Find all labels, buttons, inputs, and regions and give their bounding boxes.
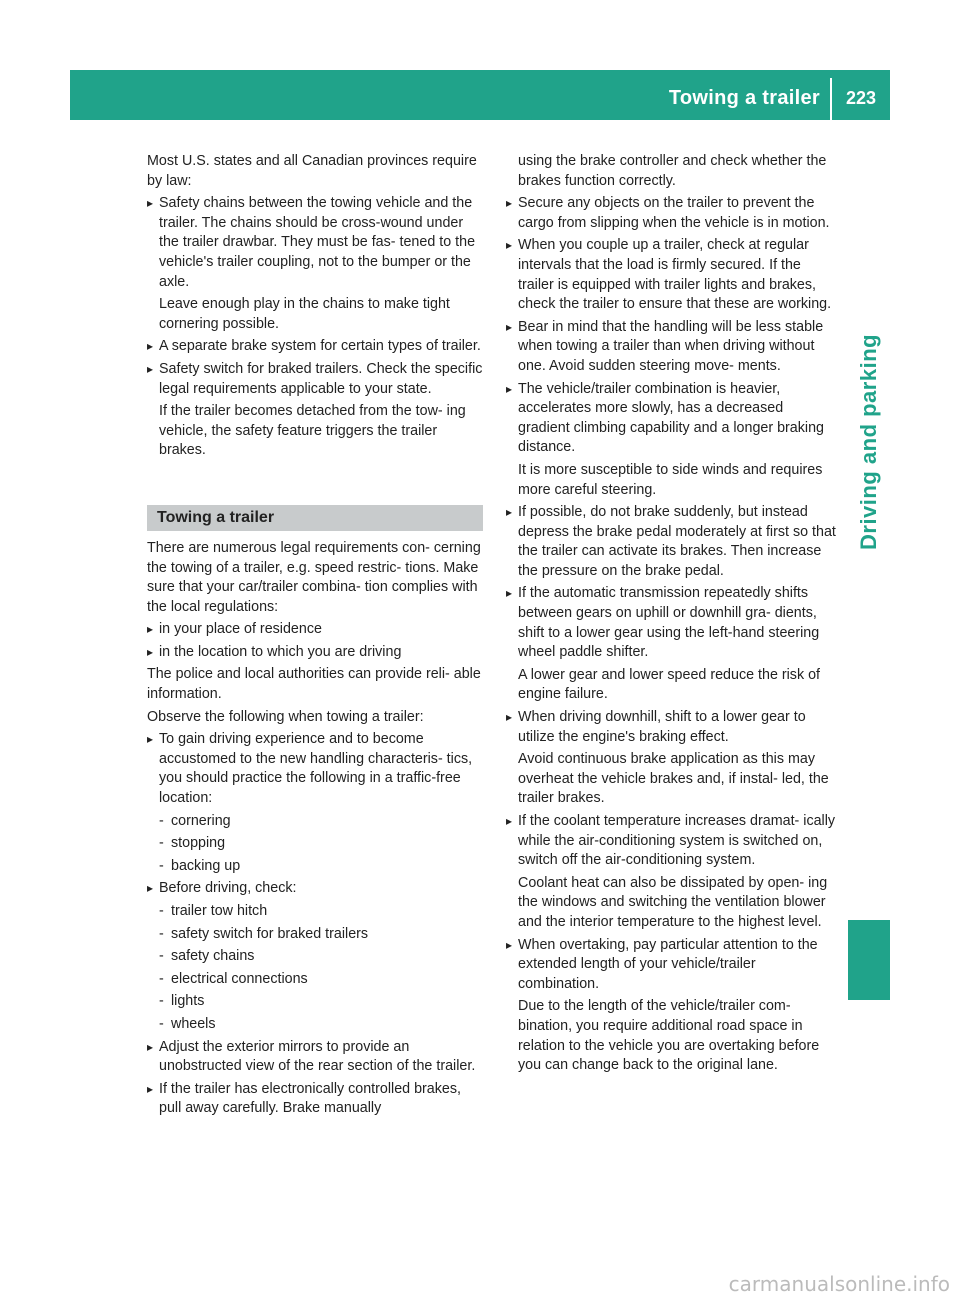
list-item: ▸ The vehicle/trailer combination is heavier, accelerates more slowly, has a decreased gradient climbing capability and a longer braking distance. bbox=[506, 380, 836, 458]
left-column bbox=[147, 152, 483, 1122]
list-item-note: Leave enough play in the chains to make tight cornering possible. bbox=[159, 296, 450, 332]
list-item: ▸ Before driving, check: bbox=[147, 879, 483, 899]
side-tab bbox=[848, 120, 890, 980]
list-item-note: Coolant heat can also be dissipated by open- ing the windows and switching the ventilation blower and the interior temperature to the highest level. bbox=[518, 874, 828, 930]
authorities-text: The police and local authorities can provide reli- able information. bbox=[147, 666, 481, 703]
dash-item: - electrical connections bbox=[147, 970, 483, 990]
chapter-marker bbox=[848, 920, 890, 1000]
list-item: ▸ Safety chains between the towing vehicle and the trailer. The chains should be cross-wound under the trailer drawbar. They must be fas- tened to the vehicle's trailer coupling, not to the bumper or the axle. bbox=[147, 194, 483, 292]
watermark: carmanualsonline.info bbox=[728, 1272, 950, 1296]
dash-item: - safety chains bbox=[147, 947, 483, 967]
list-item: ▸ Adjust the exterior mirrors to provide an unobstructed view of the rear section of the trailer. bbox=[147, 1038, 483, 1077]
list-item: ▸ If possible, do not brake suddenly, but instead depress the brake pedal moderately at first so that the trailer can activate its brakes. Then increase the pressure on the brake pedal. bbox=[506, 503, 836, 581]
list-item: ▸ Safety switch for braked trailers. Check the specific legal requirements applicable to your state. bbox=[147, 360, 483, 399]
list-item: ▸ To gain driving experience and to become accustomed to the new handling characteris- tics, you should practice the following in a traffic-free location: bbox=[147, 730, 483, 808]
right-column bbox=[506, 152, 836, 1079]
list-item: ▸ When overtaking, pay particular attention to the extended length of your vehicle/trailer combination. bbox=[506, 936, 836, 995]
list-item: ▸ in your place of residence bbox=[147, 620, 483, 640]
list-item: ▸ If the trailer has electronically controlled brakes, pull away carefully. Brake manually bbox=[147, 1080, 483, 1119]
list-item: ▸ If the coolant temperature increases dramat- ically while the air-conditioning system is switched on, switch off the air-conditioning system. bbox=[506, 812, 836, 871]
chapter-label: Driving and parking bbox=[856, 333, 881, 550]
dash-item: - safety switch for braked trailers bbox=[147, 925, 483, 945]
page-title: Towing a trailer bbox=[668, 87, 820, 109]
list-item: ▸ Bear in mind that the handling will be less stable when towing a trailer than when driving without one. Avoid sudden steering move- ments. bbox=[506, 318, 836, 377]
dash-item: - cornering bbox=[147, 812, 483, 832]
list-item: ▸ When driving downhill, shift to a lower gear to utilize the engine's braking effect. bbox=[506, 708, 836, 747]
law-intro: Most U.S. states and all Canadian provinces require by law: bbox=[147, 153, 477, 189]
section-heading: Towing a trailer bbox=[147, 505, 483, 531]
dash-item: - backing up bbox=[147, 857, 483, 877]
list-item: ▸ A separate brake system for certain types of trailer. bbox=[147, 337, 483, 357]
dash-item: - wheels bbox=[147, 1015, 483, 1035]
dash-item: - stopping bbox=[147, 834, 483, 854]
list-item: ▸ Secure any objects on the trailer to prevent the cargo from slipping when the vehicle is in motion. bbox=[506, 194, 836, 233]
list-item-note: It is more susceptible to side winds and requires more careful steering. bbox=[518, 461, 823, 498]
dash-item: - trailer tow hitch bbox=[147, 902, 483, 922]
list-item-continued: using the brake controller and check whether the brakes function correctly. bbox=[518, 153, 827, 189]
page-number: 223 bbox=[845, 88, 877, 108]
list-item: ▸ in the location to which you are driving bbox=[147, 643, 483, 663]
dash-item: - lights bbox=[147, 992, 483, 1012]
list-item-note: A lower gear and lower speed reduce the risk of engine failure. bbox=[518, 666, 820, 703]
list-item: ▸ If the automatic transmission repeatedly shifts between gears on uphill or downhill gra- dients, shift to a lower gear using the left-hand steering wheel paddle shifter. bbox=[506, 584, 836, 662]
list-item-note: Due to the length of the vehicle/trailer com- bination, you require additional road space in relation to the vehicle you are overtaking before you can change back to the original lane. bbox=[518, 998, 820, 1074]
list-item-note: If the trailer becomes detached from the tow- ing vehicle, the safety feature triggers the trailer brakes. bbox=[159, 403, 466, 459]
observe-text: Observe the following when towing a trailer: bbox=[147, 708, 424, 725]
list-item-note: Avoid continuous brake application as this may overheat the vehicle brakes and, if instal- led, the trailer brakes. bbox=[518, 751, 829, 807]
header-bar bbox=[70, 70, 890, 120]
list-item: ▸ When you couple up a trailer, check at regular intervals that the load is firmly secured. If the trailer is equipped with trailer lights and brakes, check the trailer to ensure that these are working. bbox=[506, 236, 836, 314]
section-intro: There are numerous legal requirements con- cerning the towing of a trailer, e.g. speed restric- tions. Make sure that your car/trailer combina- tion complies with the local regulations: bbox=[147, 539, 481, 615]
